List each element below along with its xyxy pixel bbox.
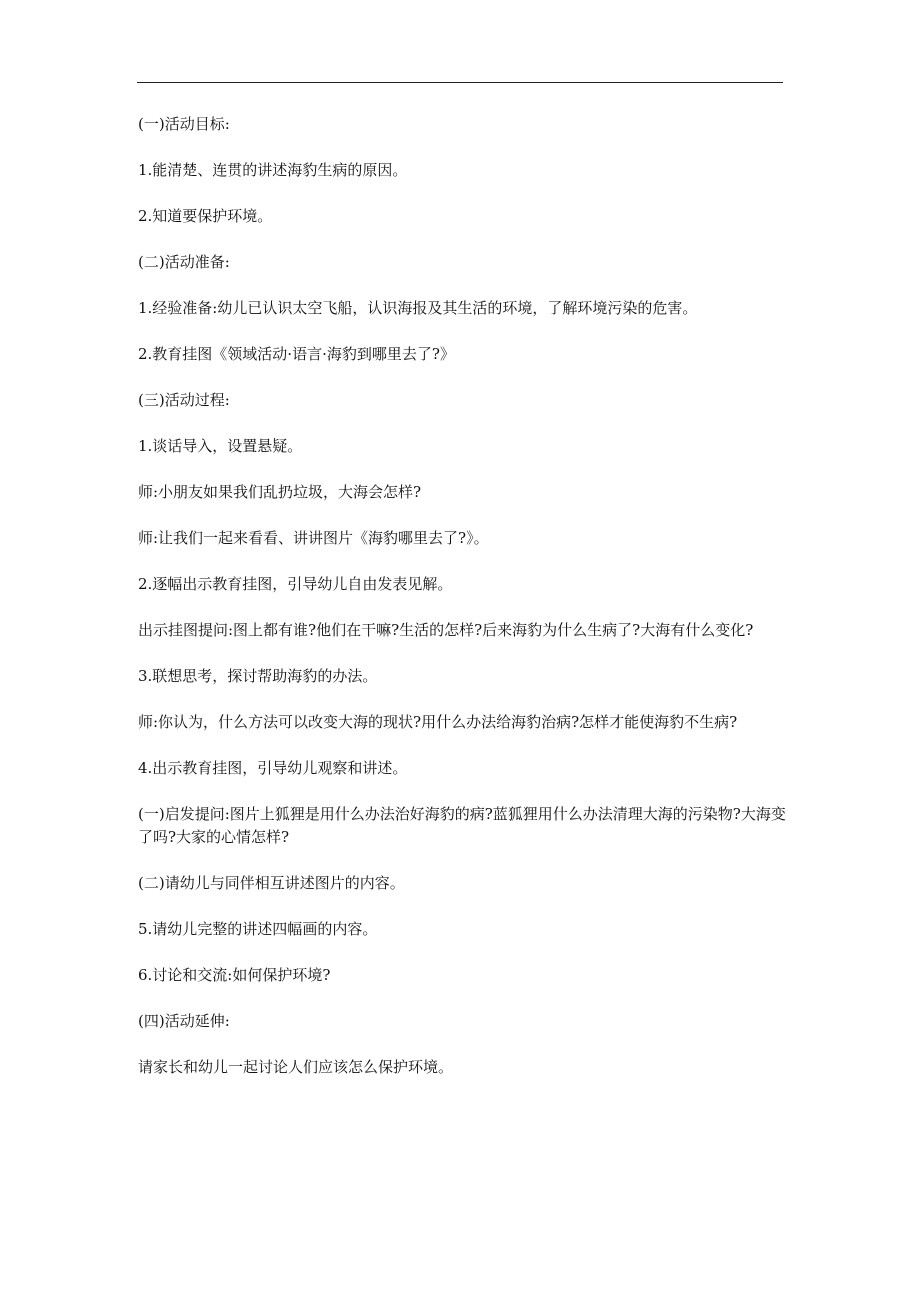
teacher-line-3: 师:你认为，什么方法可以改变大海的现状?用什么办法给海豹治病?怎样才能使海豹不生病? — [138, 713, 738, 731]
preparation-item-2: 2.教育挂图《领域活动·语言·海豹到哪里去了?》 — [138, 345, 455, 363]
extension-item: 请家长和幼儿一起讨论人们应该怎么保护环境。 — [138, 1058, 454, 1076]
process-step-2: 2.逐幅出示教育挂图，引导幼儿自由发表见解。 — [138, 575, 453, 593]
section-heading-goals: (一)活动目标: — [138, 115, 230, 133]
process-step-6: 6.讨论和交流:如何保护环境? — [138, 966, 331, 984]
goal-item-2: 2.知道要保护环境。 — [138, 207, 273, 225]
teacher-line-1: 师:小朋友如果我们乱扔垃圾，大海会怎样? — [138, 483, 422, 501]
process-step-1: 1.谈话导入，设置悬疑。 — [138, 437, 303, 455]
process-step-4: 4.出示教育挂图，引导幼儿观察和讲述。 — [138, 759, 408, 777]
sub-step-1: (一)启发提问:图片上狐狸是用什么办法治好海豹的病?蓝狐狸用什么办法清理大海的污染物?大海变了吗?大家的心情怎样? — [138, 805, 786, 846]
section-heading-extension: (四)活动延伸: — [138, 1012, 230, 1030]
chart-questions: 出示挂图提问:图上都有谁?他们在干嘛?生活的怎样?后来海豹为什么生病了?大海有什么变化? — [138, 621, 754, 639]
goal-item-1: 1.能清楚、连贯的讲述海豹生病的原因。 — [138, 161, 408, 179]
process-step-3: 3.联想思考，探讨帮助海豹的办法。 — [138, 667, 378, 685]
document-body — [138, 113, 790, 1102]
preparation-item-1: 1.经验准备:幼儿已认识太空飞船，认识海报及其生活的环境，了解环境污染的危害。 — [138, 299, 698, 317]
header-rule — [137, 82, 783, 83]
teacher-line-2: 师:让我们一起来看看、讲讲图片《海豹哪里去了?》。 — [138, 529, 489, 547]
process-step-5: 5.请幼儿完整的讲述四幅画的内容。 — [138, 920, 378, 938]
section-heading-process: (三)活动过程: — [138, 391, 230, 409]
sub-step-2: (二)请幼儿与同伴相互讲述图片的内容。 — [138, 874, 405, 892]
section-heading-preparation: (二)活动准备: — [138, 253, 230, 271]
